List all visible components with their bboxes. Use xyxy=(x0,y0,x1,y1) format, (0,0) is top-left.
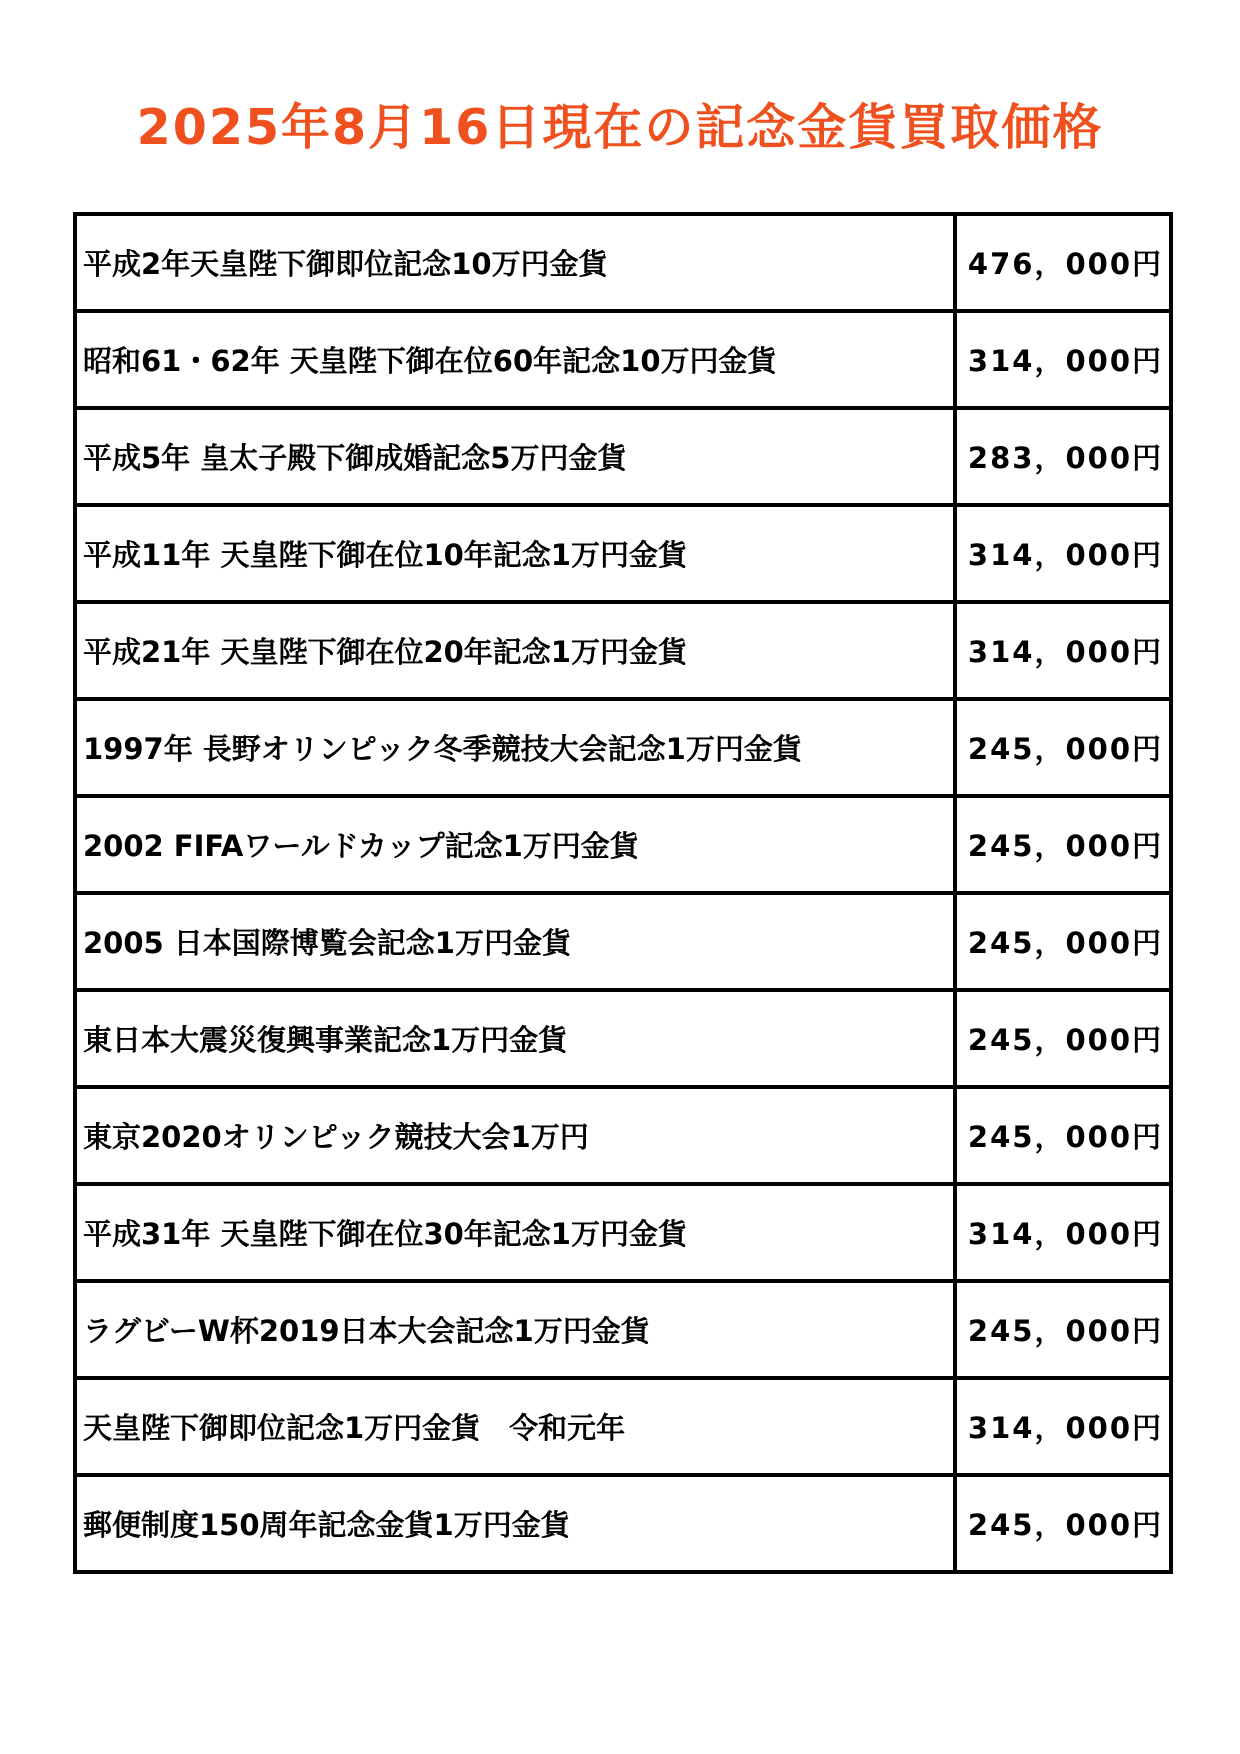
coin-name-cell: 天皇陛下御即位記念1万円金貨 令和元年 xyxy=(75,1378,955,1475)
table-row xyxy=(75,1281,1171,1378)
table-row xyxy=(75,1378,1171,1475)
coin-name-cell: 1997年 長野オリンピック冬季競技大会記念1万円金貨 xyxy=(75,699,955,796)
coin-price-cell: 314，000円 xyxy=(955,1184,1171,1281)
coin-name-cell: 平成2年天皇陛下御即位記念10万円金貨 xyxy=(75,214,955,311)
coin-price-cell: 245，000円 xyxy=(955,893,1171,990)
coin-name-cell: 郵便制度150周年記念金貨1万円金貨 xyxy=(75,1475,955,1572)
coin-price-cell: 314，000円 xyxy=(955,602,1171,699)
coin-price-cell: 314，000円 xyxy=(955,505,1171,602)
table-row xyxy=(75,893,1171,990)
coin-name-cell: 平成5年 皇太子殿下御成婚記念5万円金貨 xyxy=(75,408,955,505)
coin-name-cell: 平成21年 天皇陛下御在位20年記念1万円金貨 xyxy=(75,602,955,699)
price-table-body xyxy=(75,214,1171,1572)
page-title: 2025年8月16日現在の記念金貨買取価格 xyxy=(136,99,1104,156)
coin-price-cell: 283，000円 xyxy=(955,408,1171,505)
coin-name-cell: 東京2020オリンピック競技大会1万円 xyxy=(75,1087,955,1184)
coin-name-cell: 2005 日本国際博覧会記念1万円金貨 xyxy=(75,893,955,990)
coin-name-cell: ラグビーW杯2019日本大会記念1万円金貨 xyxy=(75,1281,955,1378)
table-row xyxy=(75,990,1171,1087)
table-row xyxy=(75,796,1171,893)
coin-price-cell: 245，000円 xyxy=(955,796,1171,893)
coin-name-cell: 東日本大震災復興事業記念1万円金貨 xyxy=(75,990,955,1087)
coin-price-cell: 476，000円 xyxy=(955,214,1171,311)
coin-name-cell: 平成11年 天皇陛下御在位10年記念1万円金貨 xyxy=(75,505,955,602)
coin-name-cell: 2002 FIFAワールドカップ記念1万円金貨 xyxy=(75,796,955,893)
coin-price-cell: 245，000円 xyxy=(955,1475,1171,1572)
table-row xyxy=(75,311,1171,408)
coin-name-cell: 昭和61・62年 天皇陛下御在位60年記念10万円金貨 xyxy=(75,311,955,408)
coin-price-cell: 314，000円 xyxy=(955,311,1171,408)
table-row xyxy=(75,408,1171,505)
coin-price-cell: 245，000円 xyxy=(955,1087,1171,1184)
table-row xyxy=(75,1087,1171,1184)
table-row xyxy=(75,1475,1171,1572)
table-row xyxy=(75,214,1171,311)
coin-price-cell: 245，000円 xyxy=(955,1281,1171,1378)
table-row xyxy=(75,602,1171,699)
coin-price-cell: 245，000円 xyxy=(955,990,1171,1087)
coin-price-cell: 245，000円 xyxy=(955,699,1171,796)
table-row xyxy=(75,1184,1171,1281)
coin-name-cell: 平成31年 天皇陛下御在位30年記念1万円金貨 xyxy=(75,1184,955,1281)
price-table xyxy=(73,212,1173,1574)
table-row xyxy=(75,505,1171,602)
coin-price-cell: 314，000円 xyxy=(955,1378,1171,1475)
table-row xyxy=(75,699,1171,796)
